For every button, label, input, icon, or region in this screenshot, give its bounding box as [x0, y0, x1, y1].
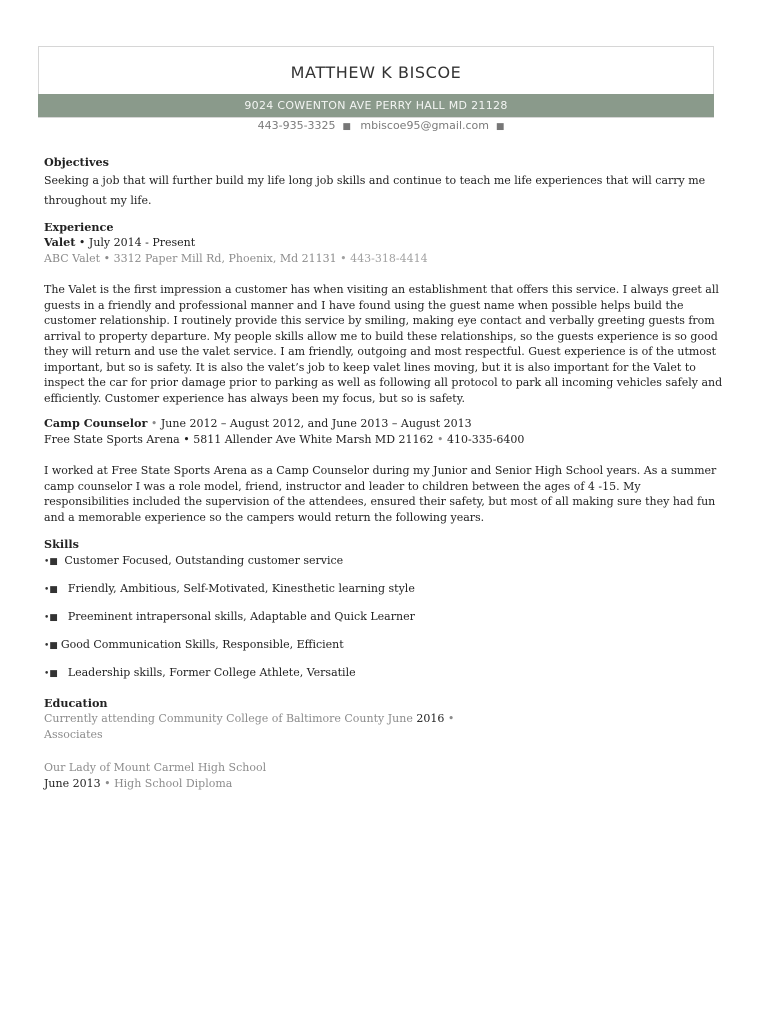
email-address: mbiscoe95@gmail.com [360, 119, 489, 132]
school1-degree: Associates [44, 727, 103, 741]
job2-description: I worked at Free State Sports Arena as a Camp Counselor during my Junior and Senior High School years. As a summer camp counselor I was a role model, friend, instructor and leader to children between the ages of 4 -15. My responsibilities included the supervision of the attendees, ensured their safety, but most of all making sure they had fun and a memorable experience so the campers would return the following years. [44, 464, 717, 524]
phone-number: 443-935-3325 [257, 119, 336, 132]
education-entry-1 [44, 711, 724, 727]
resume-body [44, 155, 724, 791]
applicant-name: MATTHEW K BISCOE [290, 63, 462, 82]
skill-item: •■ Customer Focused, Outstanding customer service [44, 553, 344, 567]
bullet-icon: •■ [44, 556, 58, 567]
skill-item: •■ Friendly, Ambitious, Self-Motivated, Kinesthetic learning style [44, 581, 415, 595]
job2-dates: June 2012 – August 2012, and June 2013 – August 2013 [160, 417, 472, 430]
job1-description: The Valet is the first impression a customer has when visiting an establishment that offers this service. I always greet all guests in a friendly and professional manner and I have found using the guest name when possible helps build the customer relationship. I routinely provide this service by smiling, making eye contact and verbally greeting guests from arrival to property departure. My people skills allow me to build these relationships, so the guests experience is so good they will return and use the valet service. I am friendly, outgoing and most respectful. Guest experience is of the utmost important, but so is safety. It is also the valet’s job to keep valet lines moving, but it is also important for the Valet to inspect the car for prior damage prior to parking as well as following all protocol to park all incoming vehicles safely and efficiently. Customer experience has always been my focus, but so is safety. [44, 283, 723, 405]
job2-title: Camp Counselor [44, 416, 148, 430]
school1-sep: • [444, 712, 455, 725]
skill-item: •■ Leadership skills, Former College Athlete, Versatile [44, 665, 356, 679]
job1-company: ABC Valet • 3312 Paper Mill Rd, Phoenix, Md 21131 [44, 251, 337, 265]
square-bullet-icon: ■ [339, 122, 351, 132]
objectives-heading: Objectives [44, 155, 109, 169]
bullet-icon: •■ [44, 640, 58, 651]
education-entry-2-date-line [44, 776, 724, 792]
education-heading: Education [44, 695, 108, 710]
bullet-icon: •■ [44, 668, 58, 679]
school2-degree: • High School Diploma [100, 776, 233, 790]
job2-company-line [44, 432, 724, 448]
objectives-text: Seeking a job that will further build my life long job skills and continue to teach me life experiences that will carry me throughout my life. [44, 173, 706, 207]
job1-title: Valet [44, 235, 76, 249]
skill-item: •■ Preeminent intrapersonal skills, Adaptable and Quick Learner [44, 609, 415, 623]
job2-title-line [44, 416, 724, 432]
job2-phone: 410-335-6400 [447, 432, 525, 446]
address-bar: 9024 COWENTON AVE PERRY HALL MD 21128 [38, 94, 714, 117]
bullet-icon: •■ [44, 584, 58, 595]
school1-name: Currently attending Community College of Baltimore County June [44, 712, 413, 725]
job2-sep2: • [433, 432, 447, 446]
square-bullet-icon: ■ [493, 122, 505, 132]
job1-company-line [44, 251, 724, 267]
school2-date: June 2013 [44, 776, 101, 790]
contact-line [0, 119, 768, 132]
skills-heading: Skills [44, 537, 79, 551]
school2-name: Our Lady of Mount Carmel High School [44, 761, 267, 774]
job1-title-line [44, 235, 724, 251]
job2-company: Free State Sports Arena • 5811 Allender Ave White Marsh MD 21162 [44, 432, 434, 446]
job2-sep: • [147, 417, 161, 430]
skills-list [44, 553, 724, 682]
bullet-icon: •■ [44, 612, 58, 623]
job1-phone: • 443-318-4414 [336, 251, 428, 265]
school1-year: 2016 [412, 712, 445, 725]
experience-heading: Experience [44, 219, 114, 234]
job1-dates: • July 2014 - Present [75, 236, 196, 249]
skill-item: •■ Good Communication Skills, Responsible, Efficient [44, 637, 344, 651]
header-box [38, 46, 714, 118]
